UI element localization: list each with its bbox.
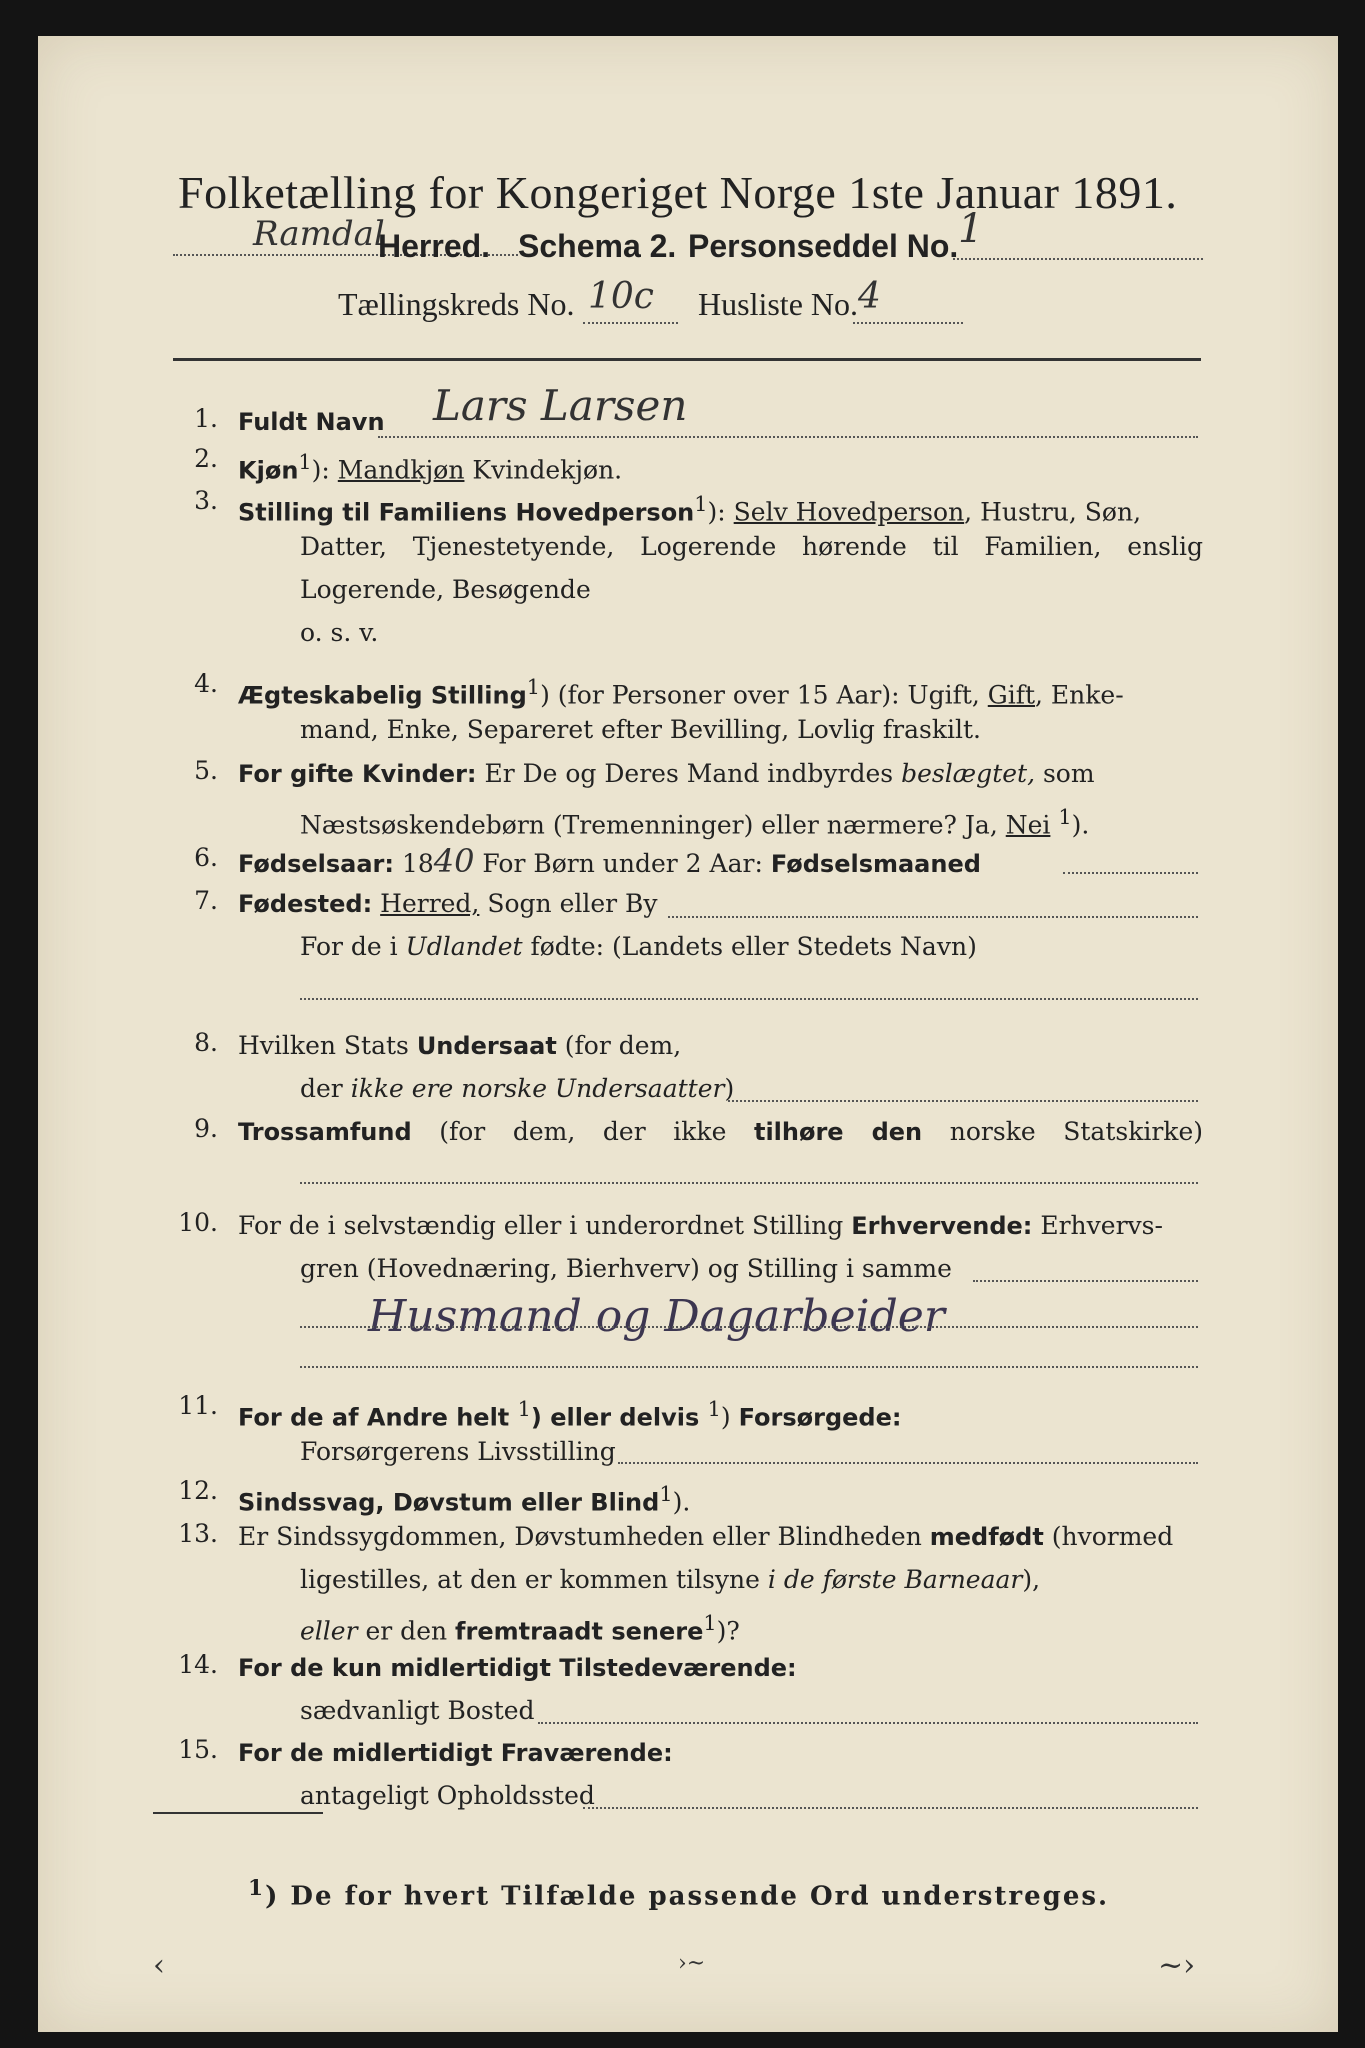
q10-dotted-line <box>973 1280 1198 1282</box>
q11-dotted-line <box>618 1462 1198 1464</box>
q3-selected: Selv Hovedperson <box>733 497 965 527</box>
q8-bold: Undersaat <box>416 1032 557 1060</box>
q10-dotted-line-3 <box>300 1366 1198 1368</box>
q13-line1 <box>238 1516 1203 1558</box>
q3-line4: o. s. v. <box>300 618 379 647</box>
q13-number: 13. <box>178 1519 218 1548</box>
q5-line1 <box>238 753 1203 795</box>
corner-mark-right: ~› <box>1158 1948 1196 1983</box>
q7-label: Fødested: <box>238 890 373 918</box>
footnote <box>248 1876 1109 1912</box>
q1-value: Lars Larsen <box>433 381 688 430</box>
q11-line2: Forsørgerens Livsstilling <box>300 1437 616 1466</box>
q4-rest-a: ) (for Personer over 15 Aar): Ugift, <box>540 680 988 710</box>
q7-italic: Udlandet <box>405 932 523 961</box>
q14-line2: sædvanligt Bosted <box>300 1696 535 1725</box>
q13-line1-b: (hvormed <box>1043 1522 1174 1551</box>
q13-bold3: fremtraadt senere <box>455 1617 704 1646</box>
q15-line2: antageligt Opholdssted <box>300 1781 595 1810</box>
q11-line1-a: For de af Andre helt <box>238 1403 518 1432</box>
q15-bold: For de midlertidigt Fraværende: <box>238 1739 673 1767</box>
q15-number: 15. <box>178 1735 218 1764</box>
form-title: Folketælling for Kongeriget Norge 1ste Januar 1891. <box>178 167 1178 218</box>
q5-sup: 1 <box>1058 805 1072 829</box>
q7-line2-a: For de i <box>300 932 406 961</box>
q12-number: 12. <box>178 1476 218 1505</box>
q6-rest: For Børn under 2 Aar: <box>474 849 771 878</box>
q4-rest-b: , Enke- <box>1035 680 1124 710</box>
q13-sup: 1 <box>703 1611 717 1635</box>
q8-line2 <box>300 1068 734 1110</box>
q11-sup1: 1 <box>517 1397 531 1421</box>
q1-dotted-line <box>378 436 1198 438</box>
q11-sup2: 1 <box>707 1397 721 1421</box>
q13-italic: i de første Barneaar <box>767 1565 1023 1594</box>
q10-dotted-line-2 <box>300 1326 1198 1328</box>
q8-italic: ikke ere norske Undersaatter <box>350 1074 725 1103</box>
q6-dotted-line <box>1063 872 1198 874</box>
q13-line3 <box>300 1602 740 1652</box>
q2-number: 2. <box>194 444 218 473</box>
q6-line <box>238 840 981 885</box>
q13-bold: medfødt <box>929 1523 1044 1551</box>
corner-mark-left: ‹ <box>153 1948 165 1983</box>
q3-sup: 1 <box>694 492 708 516</box>
q12-sup: 1 <box>659 1482 673 1506</box>
q4-label: Ægteskabelig Stilling <box>238 681 527 710</box>
footnote-sup: 1 <box>248 1876 266 1901</box>
q5-rest-a: Er De og Deres Mand indbyrdes <box>476 759 902 788</box>
q3-line2: Datter, Tjenestetyende, Logerende hørende til Familien, enslig <box>300 532 1203 561</box>
q8-line1 <box>238 1025 681 1067</box>
q9-bold2: tilhøre den <box>753 1118 923 1146</box>
q5-line2 <box>300 796 1089 846</box>
q12-rest: ). <box>672 1487 691 1517</box>
q13-line2-a: ligestilles, at den er kommen tilsyne <box>300 1565 768 1594</box>
q7-line2-b: fødte: (Landets eller Stedets Navn) <box>522 932 977 961</box>
q11-mid: ) eller delvis <box>530 1403 708 1432</box>
q13-line2 <box>300 1559 1040 1601</box>
q10-line1-a: For de i selvstændig eller i underordnet Stilling <box>238 1211 852 1240</box>
q8-line1-b: (for dem, <box>556 1031 682 1060</box>
schema-label: Schema 2. <box>518 228 677 264</box>
header-rule <box>173 358 1201 361</box>
q9-number: 9. <box>194 1114 218 1143</box>
q13-line3-c: )? <box>716 1616 740 1646</box>
q7-line2 <box>300 926 977 968</box>
herred-value: Ramdal <box>253 214 385 254</box>
q8-number: 8. <box>194 1028 218 1057</box>
q2-text: ): <box>311 455 338 485</box>
personseddel-dotted-line <box>953 258 1203 260</box>
q5-selected: Nei <box>1005 810 1051 840</box>
q6-number: 6. <box>194 843 218 872</box>
q12-bold: Sindssvag, Døvstum eller Blind <box>238 1488 660 1517</box>
q9-dotted-line <box>300 1182 1198 1184</box>
q4-line2: mand, Enke, Separeret efter Bevilling, Lovlig fraskilt. <box>300 715 981 744</box>
q8-dotted-line <box>728 1100 1198 1102</box>
husliste-dotted-line <box>853 322 963 324</box>
q7-rest: Sogn eller By <box>479 889 658 918</box>
q8-line1-a: Hvilken Stats <box>238 1031 417 1060</box>
q4-number: 4. <box>194 669 218 698</box>
q8-line2-b: ) <box>724 1074 735 1103</box>
husliste-label: Husliste No. <box>698 286 858 322</box>
q1-label: Fuldt Navn <box>238 408 385 436</box>
q5-number: 5. <box>194 756 218 785</box>
q5-rest-b: som <box>1035 759 1095 788</box>
q3-label: Stilling til Familiens Hovedperson <box>238 498 695 527</box>
footnote-rule <box>153 1812 323 1814</box>
q4-sup: 1 <box>526 675 541 699</box>
q3-line1: Stilling til Familiens Hovedperson$^1$): Selv Hovedperson, Hustru, Søn, <box>238 492 1142 527</box>
q3-rest: , Hustru, Søn, <box>964 497 1142 527</box>
q13-line3-a: eller <box>300 1616 358 1646</box>
q9-rest: norske Statskirke) <box>922 1117 1203 1146</box>
q13-line1-a: Er Sindssygdommen, Døvstumheden eller Blindheden <box>238 1522 930 1551</box>
q9-mid: (for dem, der ikke <box>411 1117 754 1146</box>
q14-bold: For de kun midlertidigt Tilstedeværende: <box>238 1654 797 1682</box>
q6-value: 40 <box>433 842 475 880</box>
q11-line1-b: ) <box>720 1402 739 1432</box>
q2-option-mandkjon: Mandkjøn <box>337 455 465 485</box>
q9-bold1: Trossamfund <box>238 1118 412 1146</box>
herred-label: Herred. <box>378 228 491 264</box>
q6-label: Fødselsaar: <box>238 850 394 878</box>
q7-line1 <box>238 883 658 925</box>
q10-number: 10. <box>178 1208 218 1237</box>
corner-mark-center: ›~ <box>678 1951 706 1976</box>
q5-italic: beslægtet, <box>901 759 1036 788</box>
q2-option-kvindekjon: Kvindekjøn. <box>464 455 623 485</box>
q14-number: 14. <box>178 1650 218 1679</box>
q4-selected: Gift <box>987 680 1036 710</box>
q5-line2-a: Næstsøskendebørn (Tremenninger) eller nærmere? Ja, <box>300 810 1006 840</box>
q5-line2-c: ). <box>1071 810 1090 840</box>
q10-line2: gren (Hovednæring, Bierhverv) og Stilling i samme <box>300 1254 952 1283</box>
q8-line2-a: der <box>300 1074 351 1103</box>
q5-label: For gifte Kvinder: <box>238 760 477 788</box>
q7-dotted-line <box>668 916 1198 918</box>
kreds-value: 10c <box>588 276 654 317</box>
q11-bold: Forsørgede: <box>738 1403 902 1432</box>
kreds-label: Tællingskreds No. <box>338 286 575 322</box>
q11-number: 11. <box>178 1391 218 1420</box>
q10-value: Husmand og Dagarbeider <box>368 1291 945 1342</box>
q13-line3-b: er den <box>357 1616 456 1646</box>
census-form-page <box>38 36 1338 2032</box>
q13-line2-b: ), <box>1022 1565 1041 1594</box>
personseddel-value: 1 <box>958 206 984 252</box>
q14-dotted-line <box>538 1722 1198 1724</box>
personseddel-label: Personseddel No. <box>688 228 959 264</box>
q10-bold: Erhvervende: <box>851 1212 1033 1240</box>
q7-number: 7. <box>194 886 218 915</box>
q7-selected: Herred, <box>380 889 480 918</box>
q9-line <box>238 1111 1203 1153</box>
q7-dotted-line-2 <box>300 998 1198 1000</box>
q2-label: Kjøn <box>238 456 299 485</box>
footnote-text: ) De for hvert Tilfælde passende Ord understreges. <box>265 1881 1110 1912</box>
kreds-dotted-line <box>583 322 678 324</box>
q3-number: 3. <box>194 486 218 515</box>
q2-sup: 1 <box>298 450 312 474</box>
q10-line1 <box>238 1205 1203 1247</box>
q10-line1-b: Erhvervs- <box>1032 1211 1163 1240</box>
q15-dotted-line <box>583 1807 1198 1809</box>
q6-prefix: 18 <box>394 849 434 878</box>
q6-label2: Fødselsmaaned <box>770 850 981 878</box>
husliste-value: 4 <box>858 276 881 317</box>
q3-line3: Logerende, Besøgende <box>300 575 591 604</box>
q1-number: 1. <box>194 404 218 433</box>
